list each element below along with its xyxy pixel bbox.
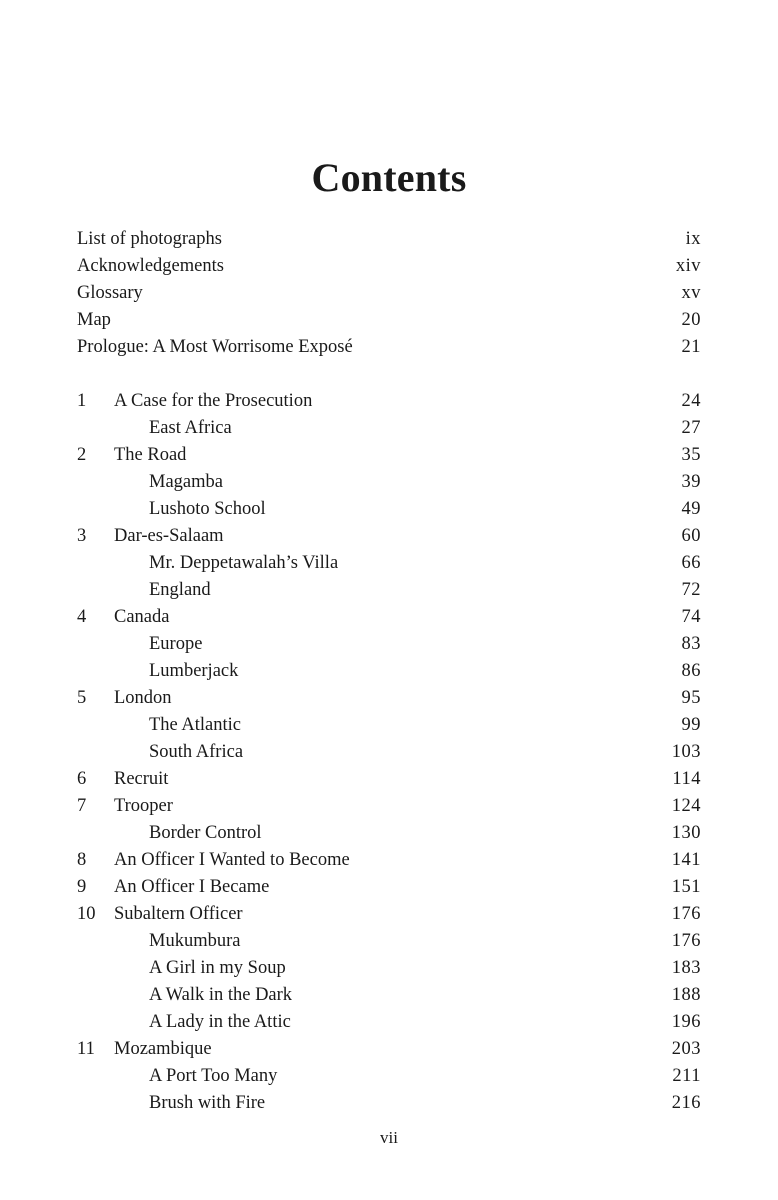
toc-section-entry [77, 739, 701, 766]
toc-entry-page: 86 [681, 661, 701, 681]
toc-entry-page: 66 [681, 553, 701, 573]
toc-entry-label: England [149, 580, 211, 600]
toc-section-entry [77, 1090, 701, 1117]
toc-entry-page: 103 [671, 742, 701, 762]
toc-entry-label: Trooper [114, 796, 173, 816]
toc-entry-page: 60 [681, 526, 701, 546]
toc-section-entry [77, 577, 701, 604]
toc-entry-label: Acknowledgements [77, 256, 224, 276]
front-matter-list [77, 226, 701, 361]
toc-entry-page: ix [685, 229, 701, 249]
toc-entry-page: 141 [671, 850, 701, 870]
toc-entry-page: 27 [681, 418, 701, 438]
toc-section-entry [77, 712, 701, 739]
toc-entry-page: 196 [671, 1012, 701, 1032]
toc-section-entry [77, 658, 701, 685]
toc-entry-page: 20 [681, 310, 701, 330]
toc-entry-page: 99 [681, 715, 701, 735]
toc-section-entry [77, 928, 701, 955]
toc-entry-label: Mozambique [114, 1039, 212, 1059]
toc-section-entry [77, 955, 701, 982]
toc-entry-page: 151 [671, 877, 701, 897]
toc-entry-page: 21 [681, 337, 701, 357]
toc-section-entry [77, 982, 701, 1009]
toc-entry-label: Dar-es-Salaam [114, 526, 224, 546]
toc-chapter-entry [77, 604, 701, 631]
toc-section-entry [77, 820, 701, 847]
toc-chapter-number: 3 [77, 526, 87, 546]
toc-chapter-entry [77, 901, 701, 928]
toc-entry-page: 49 [681, 499, 701, 519]
toc-section-entry [77, 631, 701, 658]
toc-entry-page: 211 [672, 1066, 701, 1086]
toc-section-entry [77, 550, 701, 577]
toc-entry-label: Prologue: A Most Worrisome Exposé [77, 337, 353, 357]
toc-entry-page: 183 [671, 958, 701, 978]
toc-chapter-entry [77, 685, 701, 712]
toc-entry-acknowledgements [77, 253, 701, 280]
toc-chapter-number: 5 [77, 688, 87, 708]
toc-entry-page: 24 [681, 391, 701, 411]
toc-entry-prologue [77, 334, 701, 361]
chapter-list [77, 388, 701, 1117]
toc-entry-map [77, 307, 701, 334]
toc-entry-label: A Lady in the Attic [149, 1012, 291, 1032]
toc-section-entry [77, 1063, 701, 1090]
toc-entry-label: Lumberjack [149, 661, 239, 681]
toc-entry-label: Subaltern Officer [114, 904, 243, 924]
toc-entry-label: London [114, 688, 172, 708]
toc-entry-page: 124 [671, 796, 701, 816]
toc-entry-label: Mukumbura [149, 931, 241, 951]
toc-entry-page: 114 [672, 769, 701, 789]
toc-chapter-entry [77, 442, 701, 469]
toc-chapter-entry [77, 1036, 701, 1063]
toc-section-entry [77, 496, 701, 523]
toc-entry-label: Brush with Fire [149, 1093, 266, 1113]
toc-chapter-number: 1 [77, 391, 87, 411]
toc-entry-page: 83 [681, 634, 701, 654]
toc-entry-label: Glossary [77, 283, 143, 303]
toc-entry-page: 130 [671, 823, 701, 843]
toc-entry-label: Europe [149, 634, 203, 654]
toc-chapter-number: 4 [77, 607, 87, 627]
toc-chapter-number: 10 [77, 904, 96, 924]
toc-entry-label: Map [77, 310, 111, 330]
toc-entry-label: A Case for the Prosecution [114, 391, 313, 411]
toc-entry-label: A Walk in the Dark [149, 985, 293, 1005]
page-title: Contents [311, 155, 467, 200]
toc-entry-page: 35 [681, 445, 701, 465]
toc-section-entry [77, 469, 701, 496]
toc-entry-label: Lushoto School [149, 499, 266, 519]
toc-entry-label: A Girl in my Soup [149, 958, 286, 978]
toc-chapter-number: 8 [77, 850, 87, 870]
toc-chapter-number: 11 [77, 1039, 95, 1059]
toc-entry-label: Recruit [114, 769, 169, 789]
toc-entry-page: xv [681, 283, 701, 303]
toc-chapter-number: 2 [77, 445, 87, 465]
toc-chapter-entry [77, 766, 701, 793]
toc-chapter-entry [77, 388, 701, 415]
toc-entry-page: xiv [675, 256, 701, 276]
toc-chapter-entry [77, 793, 701, 820]
toc-entry-label: Mr. Deppetawalah’s Villa [149, 553, 339, 573]
toc-chapter-entry [77, 523, 701, 550]
toc-entry-label: A Port Too Many [149, 1066, 278, 1086]
toc-entry-label: An Officer I Became [114, 877, 270, 897]
toc-chapter-number: 9 [77, 877, 87, 897]
toc-section-entry [77, 1009, 701, 1036]
toc-entry-page: 216 [671, 1093, 701, 1113]
toc-entry-page: 72 [681, 580, 701, 600]
toc-entry-page: 176 [671, 904, 701, 924]
toc-entry-page: 74 [681, 607, 701, 627]
toc-chapter-number: 6 [77, 769, 87, 789]
toc-entry-label: Magamba [149, 472, 223, 492]
toc-entry-label: The Road [114, 445, 187, 465]
page-folio: vii [380, 1128, 398, 1147]
toc-entry-label: East Africa [149, 418, 232, 438]
toc-entry-page: 188 [671, 985, 701, 1005]
toc-entry-label: South Africa [149, 742, 244, 762]
toc-entry-label: List of photographs [77, 229, 222, 249]
toc-entry-page: 39 [681, 472, 701, 492]
toc-entry-page: 203 [671, 1039, 701, 1059]
toc-entry-list-of-photographs [77, 226, 701, 253]
toc-entry-glossary [77, 280, 701, 307]
toc-entry-label: An Officer I Wanted to Become [114, 850, 350, 870]
toc-chapter-entry [77, 847, 701, 874]
toc-entry-page: 176 [671, 931, 701, 951]
toc-chapter-number: 7 [77, 796, 87, 816]
toc-entry-page: 95 [681, 688, 701, 708]
toc-chapter-entry [77, 874, 701, 901]
toc-entry-label: Canada [114, 607, 170, 627]
toc-entry-label: The Atlantic [149, 715, 241, 735]
toc-section-entry [77, 415, 701, 442]
toc-entry-label: Border Control [149, 823, 262, 843]
